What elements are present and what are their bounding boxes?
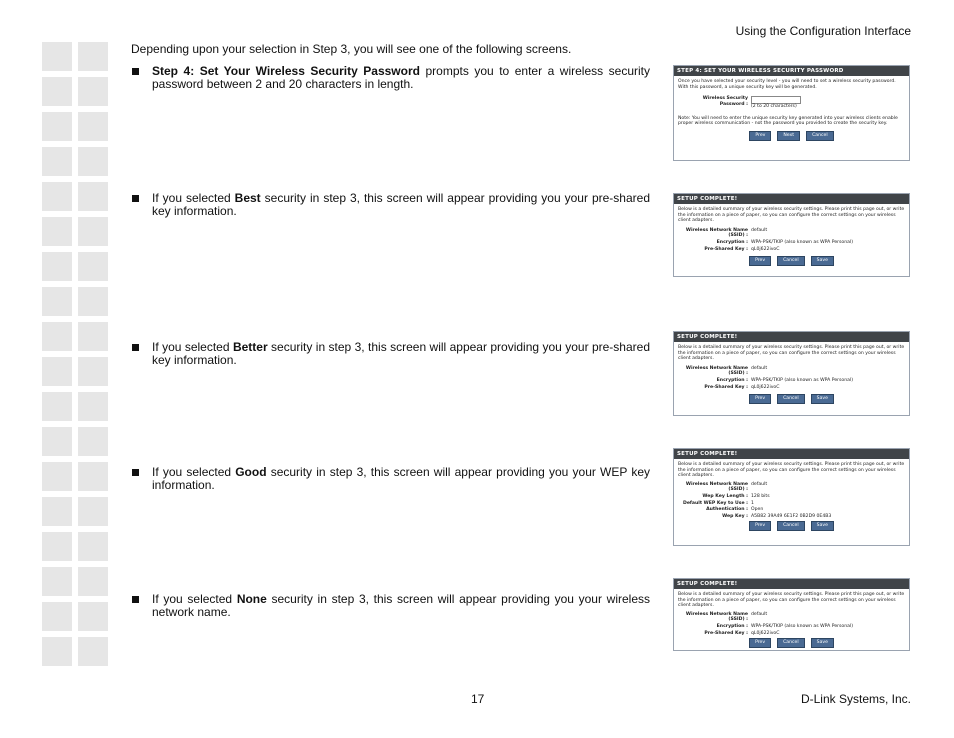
decorative-square [78,602,108,631]
decorative-square [42,462,72,491]
decorative-square [78,427,108,456]
decorative-square [42,252,72,281]
cancel-button[interactable]: Cancel [777,394,805,404]
auth-value: Open [751,507,764,513]
screenshot-none [673,578,910,651]
decorative-square [78,357,108,386]
psk-label: Pre-Shared Key : [704,246,748,252]
decorative-square [78,532,108,561]
ssid-label: Wireless Network Name (SSID) : [685,481,748,493]
decorative-square [78,112,108,141]
wep-length-value: 128 bits [751,493,770,499]
panel-description: Below is a detailed summary of your wireless security settings. Please print this page out, or write the information on a piece of paper, so you can configure the correct settings on your wireless client adapters. [678,345,905,362]
bullet-better: If you selected Better security in step 3, this screen will appear providing you your pre-shared key information. [132,341,650,367]
bullet-good: If you selected Good security in step 3, this screen will appear providing you your WEP key information. [132,466,650,492]
decorative-square [42,147,72,176]
decorative-square [42,497,72,526]
decorative-square [42,112,72,141]
decorative-square [42,182,72,211]
encryption-label: Encryption : [716,377,748,383]
ssid-value: default [751,365,768,371]
psk-label: Pre-Shared Key : [704,630,748,636]
encryption-value: WPA-PSK/TKIP (also known as WPA Personal) [751,239,854,245]
decorative-square [78,322,108,351]
ssid-value: default [751,611,768,617]
wep-key-value: A5B82 39A49 6E1F2 0B2D9 0E4B3 [751,513,832,519]
cancel-button[interactable]: Cancel [806,131,834,141]
prev-button[interactable]: Prev [749,638,771,648]
panel-description: Below is a detailed summary of your wireless security settings. Please print this page out, or write the information on a piece of paper, so you can configure the correct settings on your wireless client adapters. [678,207,905,224]
decorative-square [42,77,72,106]
field-label: Wireless Security Password : [702,96,748,107]
save-button[interactable]: Save [811,638,834,648]
decorative-square [42,322,72,351]
auth-label: Authentication : [706,507,748,513]
decorative-square [78,252,108,281]
ssid-label: Wireless Network Name (SSID) : [685,227,748,239]
panel-title: SETUP COMPLETE! [674,579,909,589]
encryption-label: Encryption : [716,623,748,629]
panel-title: SETUP COMPLETE! [674,194,909,204]
prev-button[interactable]: Prev [749,394,771,404]
decorative-square [78,77,108,106]
decorative-square [78,462,108,491]
decorative-square [42,287,72,316]
panel-title: SETUP COMPLETE! [674,332,909,342]
bullet-icon [132,195,139,202]
save-button[interactable]: Save [811,256,834,266]
decorative-square [42,567,72,596]
wep-length-label: Wep Key Length : [702,493,748,499]
password-input[interactable] [751,96,801,104]
decorative-square [78,182,108,211]
decorative-square [78,392,108,421]
intro-text: Depending upon your selection in Step 3, you will see one of the following screens. [131,42,572,56]
decorative-squares [42,42,108,672]
decorative-square [78,567,108,596]
ssid-label: Wireless Network Name (SSID) : [685,365,748,377]
cancel-button[interactable]: Cancel [777,638,805,648]
screenshot-best [673,193,910,277]
wep-key-label: Wep Key : [722,513,748,519]
decorative-square [42,392,72,421]
decorative-square [78,42,108,71]
psk-label: Pre-Shared Key : [704,384,748,390]
screenshot-step4 [673,65,910,161]
ssid-value: default [751,481,768,487]
decorative-square [78,147,108,176]
psk-value: qL0j622ivoC [751,384,780,390]
decorative-square [42,427,72,456]
prev-button[interactable]: Prev [749,521,771,531]
wep-default-value: 1 [751,500,754,506]
encryption-label: Encryption : [716,239,748,245]
page-number: 17 [471,692,485,706]
decorative-square [42,42,72,71]
encryption-value: WPA-PSK/TKIP (also known as WPA Personal) [751,623,854,629]
bullet-none: If you selected None security in step 3, this screen will appear providing you your wireless network name. [132,593,650,619]
decorative-square [42,217,72,246]
save-button[interactable]: Save [811,394,834,404]
panel-description: Below is a detailed summary of your wireless security settings. Please print this page out, or write the information on a piece of paper, so you can configure the correct settings on your wireless client adapters. [678,462,905,479]
cancel-button[interactable]: Cancel [777,521,805,531]
bullet-icon [132,469,139,476]
ssid-label: Wireless Network Name (SSID) : [685,611,748,623]
cancel-button[interactable]: Cancel [777,256,805,266]
panel-description: Below is a detailed summary of your wireless security settings. Please print this page out, or write the information on a piece of paper, so you can configure the correct settings on your wireless client adapters. [678,592,905,609]
bullet-icon [132,344,139,351]
encryption-value: WPA-PSK/TKIP (also known as WPA Personal) [751,377,854,383]
panel-note: Note: You will need to enter the unique security key generated into your wireless clients enable proper wireless communication - not the password you provided to create the security key. [678,115,898,127]
bullet-icon [132,596,139,603]
decorative-square [78,497,108,526]
panel-title: SETUP COMPLETE! [674,449,909,459]
wep-default-label: Default WEP Key to Use : [683,500,748,506]
decorative-square [78,637,108,666]
decorative-square [42,637,72,666]
decorative-square [42,357,72,386]
ssid-value: default [751,227,768,233]
field-hint: (2 to 20 characters) [751,104,797,110]
bullet-icon [132,68,139,75]
bullet-step4: Step 4: Set Your Wireless Security Password prompts you to enter a wireless security password between 2 and 20 characters in length. [132,65,650,91]
company-name: D-Link Systems, Inc. [800,692,911,706]
decorative-square [42,602,72,631]
panel-title: STEP 4: SET YOUR WIRELESS SECURITY PASSWORD [674,66,909,76]
screenshot-better [673,331,910,416]
screenshot-good [673,448,910,546]
prev-button[interactable]: Prev [749,256,771,266]
psk-value: qL0j622ivoC [751,630,780,636]
next-button[interactable]: Next [777,131,800,141]
running-header: Using the Configuration Interface [735,24,911,38]
save-button[interactable]: Save [811,521,834,531]
decorative-square [78,217,108,246]
prev-button[interactable]: Prev [749,131,771,141]
decorative-square [42,532,72,561]
decorative-square [78,287,108,316]
bullet-best: If you selected Best security in step 3, this screen will appear providing you your pre-shared key information. [132,192,650,218]
psk-value: qL0j622ivoC [751,246,780,252]
panel-description: Once you have selected your security level - you will need to set a wireless security password. With this password, a unique security key will be generated. [678,79,896,90]
